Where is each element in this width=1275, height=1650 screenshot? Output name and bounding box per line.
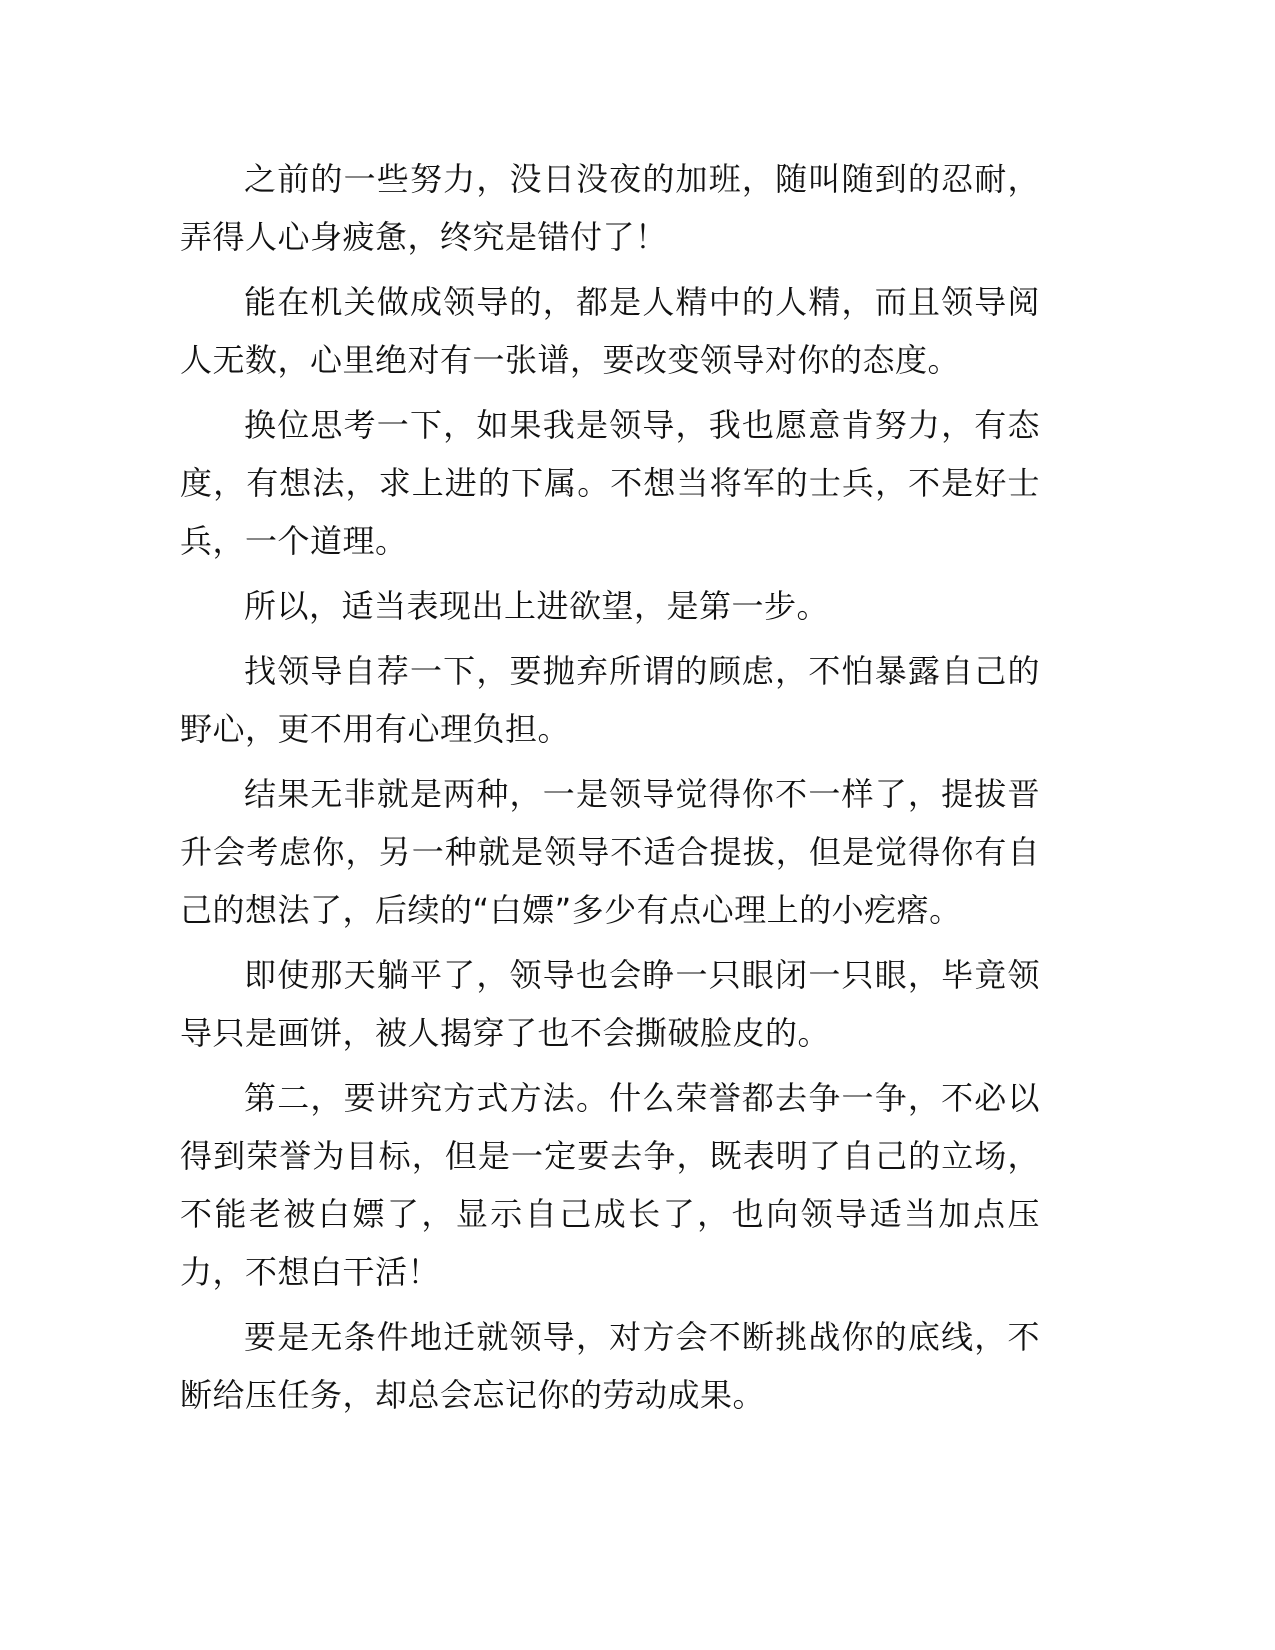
paragraph-6: 结果无非就是两种，一是领导觉得你不一样了，提拔晋升会考虑你，另一种就是领导不适合提拔，但是觉得你有自己的想法了，后续的“白嫖”多少有点心理上的小疙瘩。 xyxy=(180,775,1040,929)
paragraph-8: 第二，要讲究方式方法。什么荣誉都去争一争，不必以得到荣誉为目标，但是一定要去争，既表明了自己的立场，不能老被白嫖了，显示自己成长了，也向领导适当加点压力，不想白干活！ xyxy=(180,1079,1040,1291)
paragraph-5: 找领导自荐一下，要抛弃所谓的顾虑，不怕暴露自己的野心，更不用有心理负担。 xyxy=(180,652,1040,748)
document-body xyxy=(180,150,1040,1431)
paragraph-7: 即使那天躺平了，领导也会睁一只眼闭一只眼，毕竟领导只是画饼，被人揭穿了也不会撕破脸皮的。 xyxy=(180,956,1040,1052)
paragraph-1: 之前的一些努力，没日没夜的加班，随叫随到的忍耐，弄得人心身疲惫，终究是错付了！ xyxy=(180,160,1040,256)
paragraph-2: 能在机关做成领导的，都是人精中的人精，而且领导阅人无数，心里绝对有一张谱，要改变领导对你的态度。 xyxy=(180,283,1040,379)
paragraph-3: 换位思考一下，如果我是领导，我也愿意肯努力，有态度，有想法，求上进的下属。不想当将军的士兵，不是好士兵，一个道理。 xyxy=(180,406,1040,560)
paragraph-9: 要是无条件地迁就领导，对方会不断挑战你的底线，不断给压任务，却总会忘记你的劳动成果。 xyxy=(180,1318,1040,1414)
paragraph-4: 所以，适当表现出上进欲望，是第一步。 xyxy=(244,587,830,625)
